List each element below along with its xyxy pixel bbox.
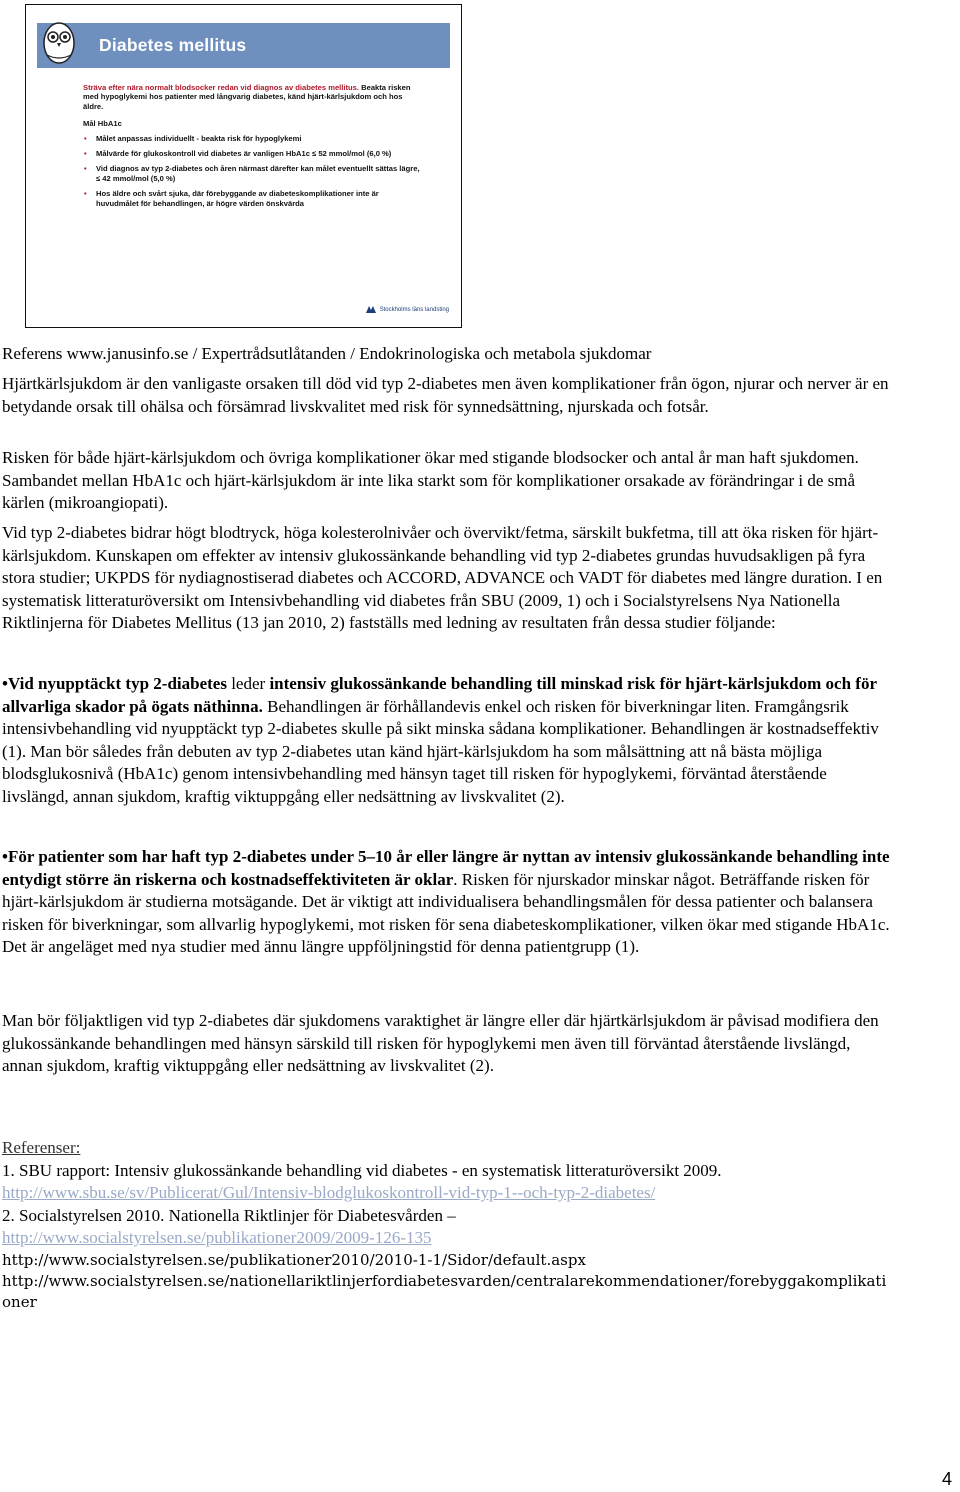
bullet-1-connector: leder [226, 674, 270, 693]
slide-bullet: • Målet anpassas individuellt - beakta risk för hypoglykemi [84, 133, 302, 143]
slide-intro-text: Beakta risken med hypoglykemi hos patienter med långvarig diabetes, känd hjärt-kärlsjukdom och hos äldre. [83, 83, 411, 111]
slide-footer [365, 299, 449, 322]
paragraph-4: Man bör följaktligen vid typ 2-diabetes där sjukdomens varaktighet är längre eller där hjärtkärlsjukdom är påvisad modifiera den glukossänkande behandlingen med hänsyn särskild till risken för hypoglykemi men även till förväntad återstående livslängd, annan sjukdom, kraftig viktuppgång eller nedsättning av livskvalitet (2). [2, 1011, 879, 1075]
bullet-2-emphasis: •För patienter som har haft typ 2-diabetes under 5–10 år eller längre är nyttan av intensiv glukossänkande behandling inte entydigt större än riskerna och kostnadseffektiviteten är oklar [2, 847, 890, 889]
landsting-logo-icon [365, 305, 377, 314]
paragraph-3: Vid typ 2-diabetes bidrar högt blodtryck, höga kolesterolnivåer och övervikt/fetma, särskilt bukfetma, till att öka risken för hjärt-kärlsjukdom. Kunskapen om effekter av intensiv glukossänkande behandling vid typ 2-diabetes grundas huvudsakligen på fyra stora studier; UKPDS för nydiagnostiserad diabetes och ACCORD, ADVANCE och VADT för diabetes med längre duration. I en systematisk litteraturöversikt om Intensivbehandling vid diabetes från SBU (2009, 1) och i Socialstyrelsens Nya Nationella Riktlinjerna för Diabetes Mellitus (13 jan 2010, 2) fastställs med ledning av resultaten från dessa studier följande: [2, 523, 883, 632]
paragraph-2b: Sambandet mellan HbA1c och hjärt-kärlsjukdom är inte lika starkt som för komplikationer orsakade av förändringar i de små kärlen (mikroangiopati). [2, 470, 856, 512]
reference-1-link[interactable]: http://www.sbu.se/sv/Publicerat/Gul/Intensiv-blodglukoskontroll-vid-typ-1--och-typ-2-diabetes/ [2, 1183, 656, 1202]
reference-line: Referens www.janusinfo.se / Expertrådsutlåtanden / Endokrinologiska och metabola sjukdomar [2, 344, 652, 363]
owl-logo-icon [41, 19, 77, 65]
page-number: 4 [942, 1469, 953, 1489]
bullet-2-text: . Risken för njurskador minskar något. Beträffande risken för hjärt-kärlsjukdom är studierna motsägande. Det är viktigt att individualisera behandlingsmålen för dessa patienter och balansera risken för biverkningar, som allvarlig hypoglykemi, mot risken för sena diabeteskomplikationer, vilken ökar med stigande HbA1c. Det är angeläget med nya studier med ännu längre uppföljningstid för denna patientgrupp (1). [2, 869, 890, 956]
slide-intro [83, 83, 423, 111]
reference-2-link[interactable]: http://www.socialstyrelsen.se/publikationer2009/2009-126-135 [2, 1228, 432, 1247]
bullet-paragraph-2 [2, 846, 892, 959]
bullet-paragraph-1 [2, 673, 892, 808]
paragraph-2 [2, 447, 892, 515]
slide-header [37, 23, 450, 68]
reference-4-url: http://www.socialstyrelsen.se/nationellariktlinjerfordiabetesvarden/centralarekommendationer/forebyggakomplikati oner [2, 1271, 887, 1311]
slide-bullet: • Målvärde för glukoskontroll vid diabetes är vanligen HbA1c ≤ 52 mmol/mol (6,0 %) [84, 149, 392, 159]
slide-bullet: • Hos äldre och svårt sjuka, där förebyggande av diabeteskomplikationer inte är huvudmålet för behandlingen, är högre värden önskvärda [84, 189, 379, 208]
slide-footer-text: Stockholms läns landsting [379, 306, 449, 313]
bullet-1-emphasis: intensiv glukossänkande behandling till minskad risk för hjärt-kärlsjukdom och för allvarliga skador på ögats näthinna. [2, 674, 877, 716]
paragraph-1: Hjärtkärlsjukdom är den vanligaste orsaken till död vid typ 2-diabetes men även komplikationer från ögon, njurar och nerver är en betydande orsak till ohälsa och försämrad livskvalitet med risk för synnedsättning, njurskada och fotsår. [2, 374, 889, 416]
reference-3-url: http://www.socialstyrelsen.se/publikationer2010/2010-1-1/Sidor/default.aspx [2, 1250, 586, 1269]
paragraph-2a: Risken för både hjärt-kärlsjukdom och övriga komplikationer ökar med stigande blodsocker och antal år man haft sjukdomen. [2, 448, 859, 467]
bullet-1-lead: •Vid nyupptäckt typ 2-diabetes [2, 674, 227, 693]
slide-title: Diabetes mellitus [99, 35, 247, 55]
slide-intro-emphasis: Sträva efter nära normalt blodsocker redan vid diagnos av diabetes mellitus. [83, 83, 359, 92]
slide-body [83, 83, 423, 214]
references-title: Referenser: [2, 1138, 81, 1157]
slide-mal-label: Mål HbA1c [83, 119, 122, 129]
reference-2: 2. Socialstyrelsen 2010. Nationella Riktlinjer för Diabetesvården – [2, 1205, 456, 1225]
reference-1: 1. SBU rapport: Intensiv glukossänkande behandling vid diabetes - en systematisk litteraturöversikt 2009. [2, 1160, 722, 1180]
references [2, 1137, 892, 1313]
slide-image [25, 4, 462, 328]
bullet-1-text: Behandlingen är förhållandevis enkel och risken för biverkningar liten. Framgångsrik intensivbehandling vid nyupptäckt typ 2-diabetes skulle på sikt minska sådana komplikationer. Behandlingen är kostnadseffektiv (1). Man bör således från debuten av typ 2-diabetes utan känd hjärt-kärlsjukdom ha som målsättning att nå bästa möjliga blodsglukosnivå (HbA1c) genom intensivbehandling med hänsyn taget till risken för hypoglykemi, förväntad återstående livslängd, annan sjukdom, kraftig viktuppgång eller nedsättning av livskvalitet (2). [2, 696, 879, 806]
slide-bullet: • Vid diagnos av typ 2-diabetes och åren närmast därefter kan målet eventuellt sättas lägre, ≤ 42 mmol/mol (5,0 %) [84, 164, 420, 183]
